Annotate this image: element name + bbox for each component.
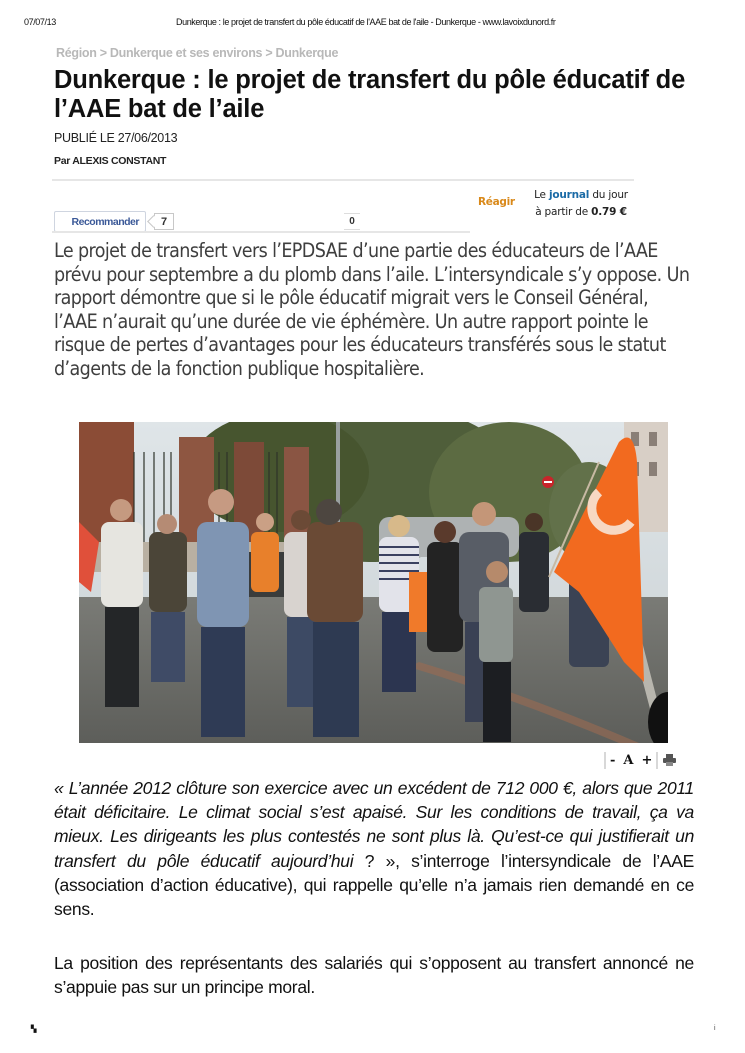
promo-line-1 bbox=[522, 187, 640, 204]
promo-text: à partir de bbox=[535, 206, 592, 218]
divider-top bbox=[52, 179, 634, 181]
article-quote-paragraph bbox=[54, 776, 694, 921]
protest-photo-illustration bbox=[79, 422, 668, 743]
quote-text: « L’année 2012 clôture son exercice avec un excédent de 712 000 €, alors que 2011 était déficitaire. Le climat social s’est apaisé. Sur les conditions de travail, ça va mieux. Les dirigeants les plus contestés ne sont plus là. Qu’est-ce qui justifierait un transfert du pôle éducatif aujourd’hui bbox=[54, 778, 694, 871]
font-size-icon[interactable]: A bbox=[623, 752, 634, 768]
facebook-like-widget bbox=[54, 211, 174, 232]
publish-date: PUBLIÉ LE 27/06/2013 bbox=[54, 131, 178, 145]
footer-page-mark: ▚ bbox=[31, 1026, 37, 1033]
increase-font-button[interactable]: + bbox=[641, 752, 653, 768]
react-link[interactable]: Réagir bbox=[478, 196, 515, 208]
comment-count[interactable]: 0 bbox=[344, 213, 360, 230]
promo-price: 0.79 € bbox=[591, 206, 627, 218]
print-header bbox=[0, 17, 745, 31]
article-photo[interactable] bbox=[79, 422, 668, 743]
promo-text: du jour bbox=[589, 189, 628, 201]
article-headline: Dunkerque : le projet de transfert du pôle éducatif de l’AAE bat de l’aile bbox=[54, 66, 686, 123]
footer-page-number: i bbox=[714, 1025, 716, 1032]
promo-text: Le bbox=[534, 189, 549, 201]
promo-brand: journal bbox=[548, 189, 590, 201]
printer-icon[interactable] bbox=[658, 751, 676, 770]
newspaper-promo[interactable] bbox=[522, 187, 640, 221]
recommend-button[interactable]: Recommander bbox=[54, 211, 146, 232]
article-paragraph: La position des représentants des salariés qui s’opposent au transfert annoncé ne s’appuie pas sur un principe moral. bbox=[54, 953, 694, 998]
print-date: 07/07/13 bbox=[24, 17, 56, 27]
print-page-title: Dunkerque : le projet de transfert du pôle éducatif de l'AAE bat de l'aile - Dunkerque - www.lavoixdunord.fr bbox=[176, 17, 556, 27]
article-lead: Le projet de transfert vers l’EPDSAE d’une partie des éducateurs de l’AAE prévu pour septembre a du plomb dans l’aile. L’intersyndicale s’y oppose. Un rapport démontre que si le pôle éducatif migrait vers le Conseil Général, l’AAE n’aurait qu’une durée de vie éphémère. Un autre rapport pointe le risque de pertes d’avantages pour les éducateurs transférés sous le statut d’agents de la fonction publique hospitalière. bbox=[54, 239, 690, 380]
promo-line-2 bbox=[522, 204, 640, 221]
decrease-font-button[interactable]: - bbox=[610, 752, 616, 768]
divider-bottom bbox=[52, 231, 470, 233]
breadcrumb[interactable]: Région > Dunkerque et ses environs > Dunkerque bbox=[56, 46, 339, 60]
recommend-count: 7 bbox=[154, 213, 174, 230]
article-tools bbox=[604, 750, 676, 770]
author-byline: Par ALEXIS CONSTANT bbox=[54, 155, 167, 167]
quote-attribution: ? », s’interroge l’intersyndicale de l’AAE (association d’action éducative), qui rappelle qu’elle n’a jamais rien demandé en ce sens. bbox=[54, 850, 695, 920]
